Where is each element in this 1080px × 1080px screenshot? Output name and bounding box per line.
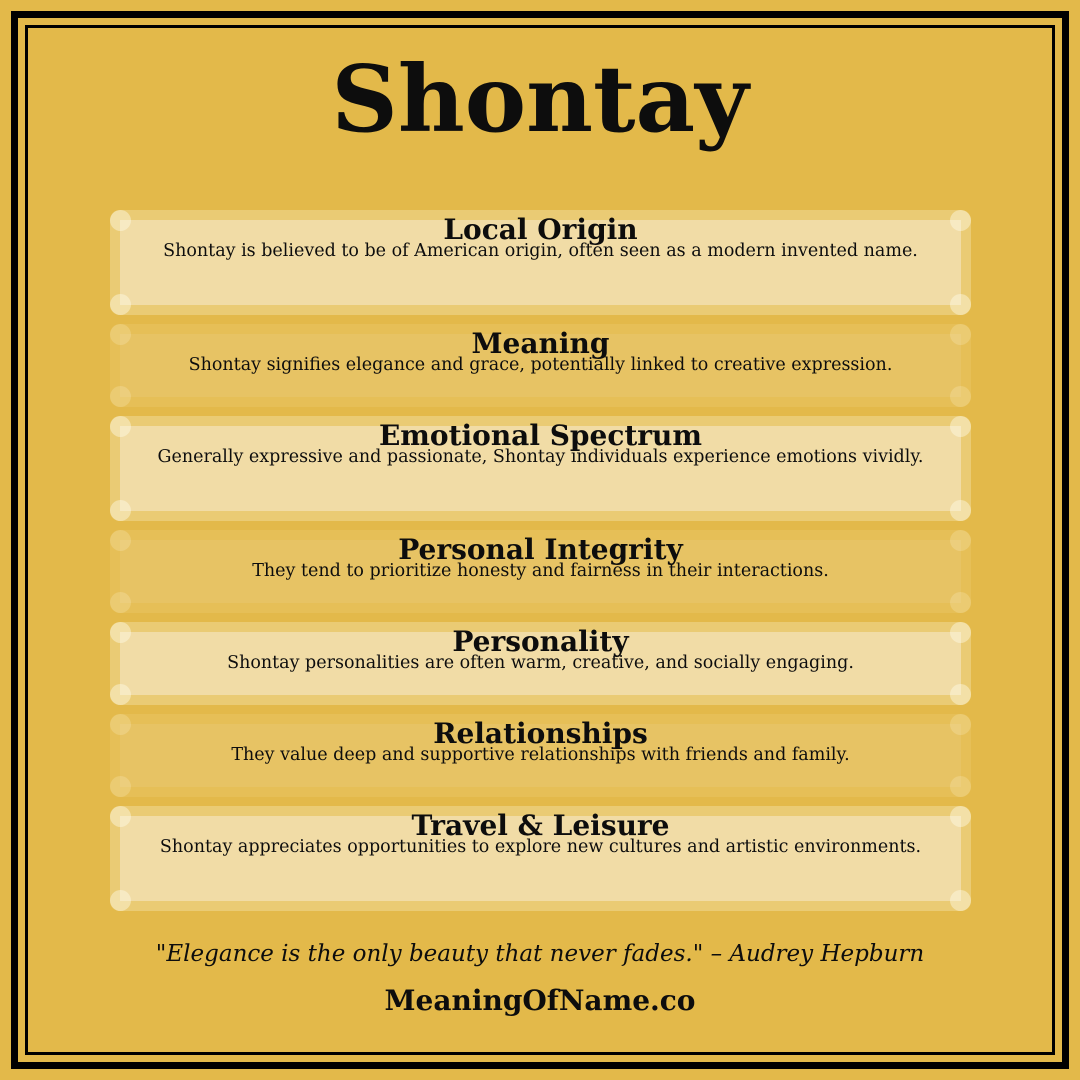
card-relationships (110, 714, 971, 797)
card-heading: Meaning (471, 327, 610, 360)
card-heading: Local Origin (443, 213, 638, 246)
corner-dot-icon (950, 890, 971, 911)
corner-dot-icon (110, 684, 131, 705)
corner-dot-icon (950, 684, 971, 705)
card-heading: Emotional Spectrum (378, 419, 703, 452)
quote: "Elegance is the only beauty that never fades." – Audrey Hepburn (155, 941, 925, 967)
card-text: Shontay is believed to be of American origin, often seen as a modern invented name. (163, 241, 918, 261)
corner-dot-icon (110, 776, 131, 797)
card-personality (110, 622, 971, 705)
corner-dot-icon (950, 500, 971, 521)
card-heading: Personality (452, 625, 629, 658)
card-local-origin (110, 210, 971, 315)
card-heading: Travel & Leisure (411, 809, 670, 842)
card-text: They value deep and supportive relationships with friends and family. (231, 745, 850, 765)
corner-dot-icon (950, 592, 971, 613)
corner-dot-icon (110, 386, 131, 407)
card-text: Shontay signifies elegance and grace, potentially linked to creative expression. (188, 355, 893, 375)
corner-dot-icon (950, 294, 971, 315)
page-title: Shontay (331, 45, 749, 153)
card-text: Shontay appreciates opportunities to explore new cultures and artistic environments. (159, 837, 922, 857)
card-text: Generally expressive and passionate, Shontay individuals experience emotions vividly. (157, 447, 924, 467)
corner-dot-icon (950, 776, 971, 797)
corner-dot-icon (110, 294, 131, 315)
card-travel-leisure (110, 806, 971, 911)
card-personal-integrity (110, 530, 971, 613)
corner-dot-icon (950, 386, 971, 407)
brand-footer: MeaningOfName.co (384, 984, 696, 1017)
card-text: They tend to prioritize honesty and fairness in their interactions. (252, 561, 829, 581)
corner-dot-icon (110, 592, 131, 613)
card-heading: Relationships (433, 717, 648, 750)
card-heading: Personal Integrity (398, 533, 683, 566)
corner-dot-icon (110, 890, 131, 911)
card-text: Shontay personalities are often warm, creative, and socially engaging. (227, 653, 854, 673)
card-emotional-spectrum (110, 416, 971, 521)
corner-dot-icon (110, 500, 131, 521)
card-meaning (110, 324, 971, 407)
